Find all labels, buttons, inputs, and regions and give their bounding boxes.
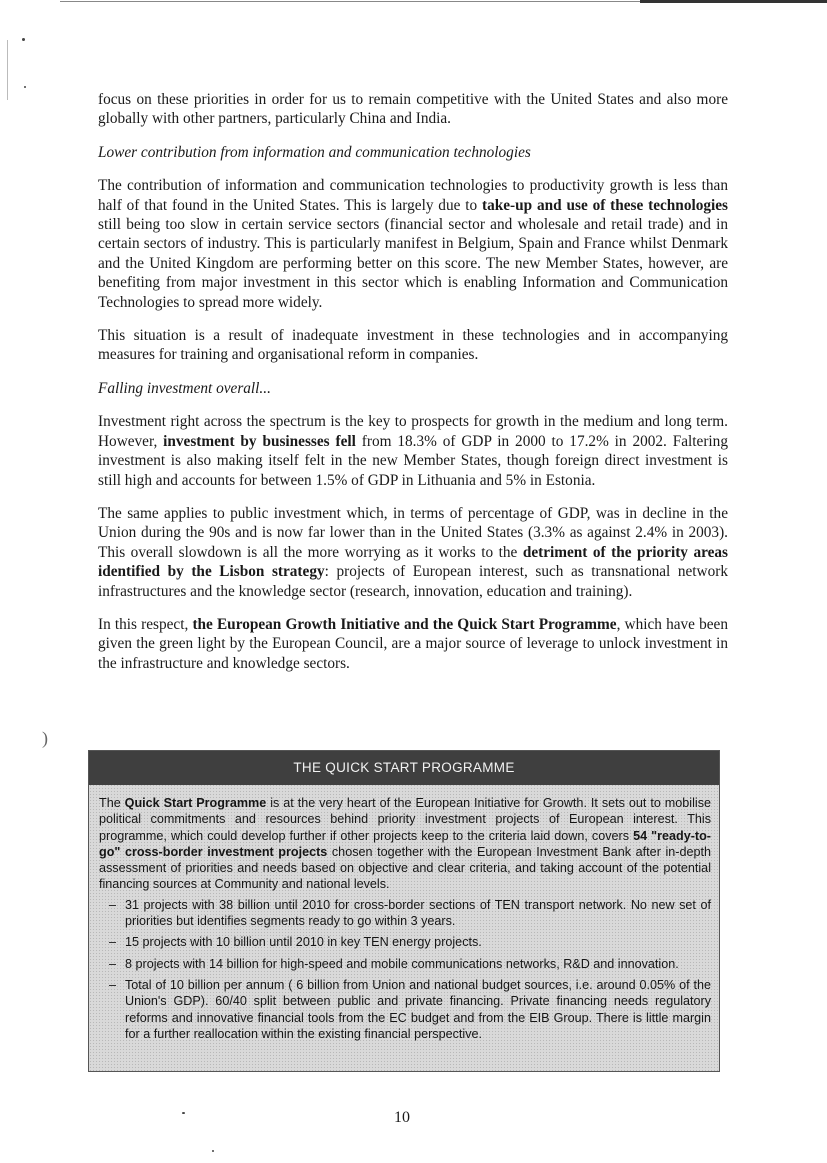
box-intro: The Quick Start Programme is at the very heart of the European Initiative for Growth. It sets out to mobilise political commitments and resources behind priority investment projects of European interest. This programme, which could develop further if other projects keep to the criteria laid down, covers 54 "ready-to-go" cross-border investment projects chosen together with the European Investment Bank after in-depth assessment of priorities and needs based on objective and clear criteria, and taking account of the potential financing sources at Community and national levels. — [99, 796, 711, 892]
list-item: – 31 projects with 38 billion until 2010 for cross-border sections of TEN transport network. No new set of priorities but identifies segments ready to go within 3 years. — [109, 897, 711, 929]
paragraph-3: This situation is a result of inadequate investment in these technologies and in accompanying measures for training and organisational reform in companies. — [98, 327, 728, 364]
box-body — [89, 785, 719, 1042]
document-body — [98, 90, 728, 687]
dash-bullet: – — [109, 897, 117, 912]
scan-speck — [24, 86, 26, 88]
emphasis: detriment of the priority areas identified by the Lisbon strategy — [98, 543, 728, 581]
dash-bullet: – — [109, 956, 117, 971]
dash-bullet: – — [109, 935, 117, 950]
scan-mark: ) — [42, 728, 48, 748]
quick-start-programme-box — [88, 750, 720, 1072]
emphasis: investment by businesses fell — [163, 432, 356, 450]
page-number: 10 — [394, 1109, 410, 1126]
scan-edge-left — [7, 40, 8, 100]
scan-edge-top — [0, 0, 827, 5]
section-heading-investment: Falling investment overall... — [98, 379, 271, 397]
scan-speck — [22, 38, 25, 41]
paragraph-6: In this respect, the European Growth Initiative and the Quick Start Programme, which have been given the green light by the European Council, are a major source of leverage to unlock investment in the infrastructure and knowledge sectors. — [98, 615, 728, 672]
list-item: – Total of 10 billion per annum ( 6 billion from Union and national budget sources, i.e. around 0.05% of the Union's GDP). 60/40 split between public and private financing. Private financing needs regulatory reforms and innovative financial tools from the EC budget and from the EIB Group. There is little margin for a further reallocation within the existing financial perspective. — [109, 977, 711, 1041]
paragraph-1: focus on these priorities in order for us to remain competitive with the United States and also more globally with other partners, particularly China and India. — [98, 91, 728, 128]
box-title: THE QUICK START PROGRAMME — [89, 751, 719, 785]
scan-speck — [212, 1150, 214, 1152]
list-item: – 8 projects with 14 billion for high-speed and mobile communications networks, R&D and innovation. — [109, 956, 679, 971]
box-list — [99, 897, 711, 1042]
scan-dark-mark — [640, 0, 827, 3]
paragraph-2: The contribution of information and communication technologies to productivity growth is less than half of that found in the United States. This is largely due to take-up and use of these technologies still being too slow in certain service sectors (financial sector and wholesale and retail trade) and in certain sectors of industry. This is particularly manifest in Belgium, Spain and France whilst Denmark and the United Kingdom are performing better on this score. The new Member States, however, are benefiting from major investment in this sector which is enabling Information and Communication Technologies to spread more widely. — [98, 177, 729, 311]
dash-bullet: – — [109, 977, 117, 992]
list-item: – 15 projects with 10 billion until 2010 in key TEN energy projects. — [109, 935, 482, 950]
section-heading-ict: Lower contribution from information and communication technologies — [98, 143, 531, 161]
paragraph-5: The same applies to public investment which, in terms of percentage of GDP, was in decline in the Union during the 90s and is now far lower than in the United States (3.3% as against 2.4% in 2003). This overall slowdown is all the more worrying as it works to the detriment of the priority areas identified by the Lisbon strategy: projects of European interest, such as transnational network infrastructures and the knowledge sector (research, innovation, education and training). — [98, 504, 728, 600]
scan-speck — [182, 1112, 185, 1114]
emphasis: the European Growth Initiative and the Quick Start Programme — [192, 615, 617, 633]
emphasis: take-up and use of these technologies — [481, 196, 729, 214]
paragraph-4: Investment right across the spectrum is the key to prospects for growth in the medium and long term. However, investment by businesses fell from 18.3% of GDP in 2000 to 17.2% in 2002. Faltering investment is also making itself felt in the new Member States, though foreign direct investment is still high and accounts for between 1.5% of GDP in Lithuania and 5% in Estonia. — [98, 413, 728, 489]
